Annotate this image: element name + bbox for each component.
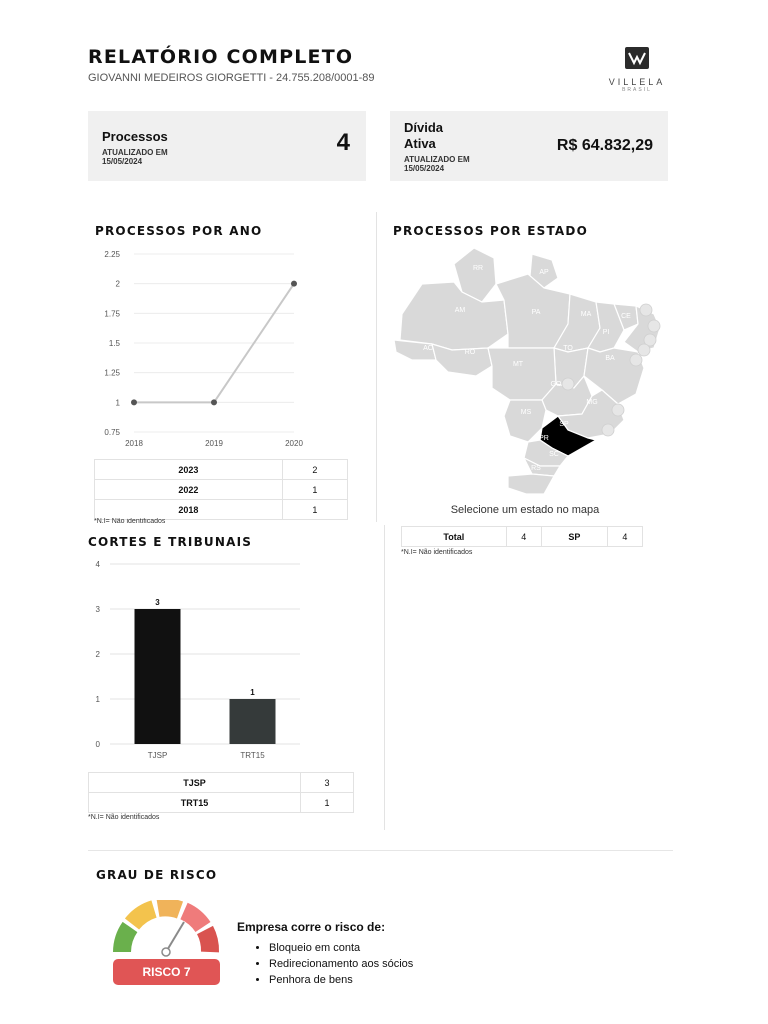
year-cell: 2023 xyxy=(95,460,283,480)
y-tick-label: 0.75 xyxy=(104,428,120,437)
state-label-rs: RS xyxy=(531,465,541,472)
table-row xyxy=(89,793,354,813)
state-se-marker[interactable] xyxy=(630,354,642,366)
logo-subtext: BRASIL xyxy=(622,87,652,93)
x-tick-label: 2018 xyxy=(125,439,143,448)
year-cell: 2018 xyxy=(95,500,283,520)
logo-icon xyxy=(624,46,650,70)
state-label-ma: MA xyxy=(580,311,592,318)
y-tick-label: 1.25 xyxy=(104,368,120,378)
total-value: 4 xyxy=(506,527,541,547)
count-cell: 3 xyxy=(301,773,354,793)
y-tick-label: 4 xyxy=(95,560,100,569)
y-tick-label: 0 xyxy=(95,740,100,749)
state-label-ap: AP xyxy=(539,269,549,276)
risk-gauge xyxy=(108,900,224,960)
state-rj-marker[interactable] xyxy=(602,424,614,436)
estado-summary-table xyxy=(401,526,643,547)
state-label-pa: PA xyxy=(531,309,541,316)
por-ano-title: PROCESSOS POR ANO xyxy=(95,224,263,238)
state-label-sc: SC xyxy=(549,451,559,458)
y-tick-label: 2.25 xyxy=(104,250,120,259)
company-subtitle: GIOVANNI MEDEIROS GIORGETTI - 24.755.208/0001-89 xyxy=(88,72,375,84)
x-tick-label: 2019 xyxy=(205,439,223,448)
state-label-mt: MT xyxy=(512,361,524,368)
list-item: • Bloqueio em conta xyxy=(269,940,537,956)
y-tick-label: 1 xyxy=(95,695,100,704)
state-pb-marker[interactable] xyxy=(648,320,660,332)
list-item: • Penhora de bens xyxy=(269,972,537,988)
tribunal-cell: TRT15 xyxy=(89,793,301,813)
state-rs[interactable] xyxy=(508,474,554,494)
por-estado-title: PROCESSOS POR ESTADO xyxy=(393,224,588,238)
state-value: 4 xyxy=(607,527,642,547)
logo-text: VILLELA xyxy=(608,77,666,87)
state-df-marker[interactable] xyxy=(562,378,574,390)
bar-chart xyxy=(88,556,308,764)
y-tick-label: 1.5 xyxy=(108,339,120,348)
state-es-marker[interactable] xyxy=(612,404,624,416)
y-tick-label: 2 xyxy=(95,650,100,659)
count-cell: 1 xyxy=(301,793,354,813)
state-label-mg: MG xyxy=(586,399,598,406)
risk-heading: Empresa corre o risco de: xyxy=(237,920,386,934)
state-label-ba: BA xyxy=(605,355,615,362)
state-label-rr: RR xyxy=(472,265,484,272)
count-cell: 2 xyxy=(282,460,347,480)
y-tick-label: 2 xyxy=(115,279,120,289)
total-label: Total xyxy=(402,527,507,547)
map-select-hint: Selecione um estado no mapa xyxy=(450,504,600,516)
state-mt[interactable] xyxy=(488,348,556,400)
data-label: 3 xyxy=(155,598,160,607)
processos-label: Processos xyxy=(102,129,168,144)
state-label-sp: SP xyxy=(559,421,569,428)
state-label-ro: RO xyxy=(464,349,476,356)
processos-updated xyxy=(102,148,168,166)
cortes-note: *N.I= Não identificados xyxy=(88,814,160,821)
gauge-pivot xyxy=(162,948,170,956)
state-am[interactable] xyxy=(400,282,508,350)
data-point xyxy=(131,399,137,405)
table-row xyxy=(95,460,348,480)
bar xyxy=(135,609,181,744)
state-label-pr: PR xyxy=(539,435,549,442)
state-label-pi: PI xyxy=(602,329,610,336)
x-tick-label: 2020 xyxy=(285,439,303,448)
table-row xyxy=(89,773,354,793)
x-tick-label: TJSP xyxy=(147,751,168,760)
count-cell: 1 xyxy=(282,480,347,500)
page-title: RELATÓRIO COMPLETO xyxy=(88,46,354,68)
gauge-segment-pink xyxy=(184,911,203,927)
gauge-segment-orange xyxy=(158,907,180,910)
divida-value: R$ 64.832,29 xyxy=(556,137,653,154)
processos-updated-date: 15/05/2024 xyxy=(102,157,143,166)
cortes-table xyxy=(88,772,354,813)
cortes-title: CORTES E TRIBUNAIS xyxy=(88,535,253,549)
data-point xyxy=(211,399,217,405)
gauge-segment-yellow xyxy=(132,909,154,924)
y-tick-label: 1 xyxy=(115,398,120,408)
processos-updated-label: ATUALIZADO EM xyxy=(102,148,168,157)
divida-updated-label: ATUALIZADO EM xyxy=(404,155,470,164)
processos-card xyxy=(88,111,366,181)
table-row xyxy=(95,480,348,500)
column-divider-top xyxy=(376,212,377,522)
divida-label-line2: Ativa xyxy=(404,136,436,151)
state-label-am: AM xyxy=(454,307,466,314)
bar xyxy=(230,699,276,744)
y-tick-label: 1.75 xyxy=(104,309,120,319)
gauge-segment-red xyxy=(205,930,210,952)
por-ano-table xyxy=(94,459,348,520)
section-divider xyxy=(88,850,673,851)
por-ano-note: *N.I= Não identificados xyxy=(94,518,166,525)
data-label: 1 xyxy=(250,688,255,697)
state-label-to: TO xyxy=(563,345,573,352)
year-cell: 2022 xyxy=(95,480,283,500)
data-point xyxy=(291,281,297,287)
x-tick-label: TRT15 xyxy=(240,751,265,760)
column-divider-bottom xyxy=(384,525,385,830)
state-label-go: GO xyxy=(550,381,562,388)
state-rn-marker[interactable] xyxy=(640,304,652,316)
count-cell: 1 xyxy=(282,500,347,520)
divida-card xyxy=(390,111,668,181)
y-tick-label: 3 xyxy=(95,605,100,614)
tribunal-cell: TJSP xyxy=(89,773,301,793)
risk-badge-text: RISCO 7 xyxy=(142,965,191,979)
risk-description xyxy=(237,920,537,988)
divida-updated-date: 15/05/2024 xyxy=(404,164,445,173)
gauge-segment-green xyxy=(122,927,130,952)
divida-updated xyxy=(404,155,470,173)
risk-badge xyxy=(113,959,220,985)
risco-title: GRAU DE RISCO xyxy=(96,868,218,882)
state-label-ac: AC xyxy=(423,345,433,352)
risk-list xyxy=(237,940,537,988)
line-chart xyxy=(90,244,310,450)
list-item: • Redirecionamento aos sócios xyxy=(269,956,537,972)
por-estado-note: *N.I= Não identificados xyxy=(401,549,473,556)
divida-label xyxy=(404,120,443,152)
state-label-ms: MS xyxy=(520,409,532,416)
state-label-ce: CE xyxy=(621,313,631,320)
table-row xyxy=(402,527,643,547)
brazil-map[interactable] xyxy=(392,244,668,494)
state-al-marker[interactable] xyxy=(638,344,650,356)
processos-value: 4 xyxy=(336,129,350,156)
gauge-needle xyxy=(166,922,184,952)
state-label: SP xyxy=(541,527,607,547)
divida-label-line1: Dívida xyxy=(404,120,444,135)
table-row xyxy=(95,500,348,520)
logo xyxy=(606,46,668,93)
